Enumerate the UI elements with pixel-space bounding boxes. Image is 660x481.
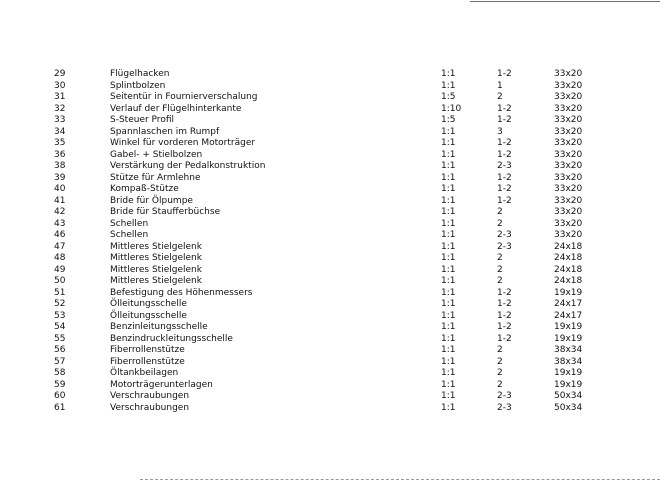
part-format: 33x20 — [554, 230, 583, 240]
part-number: 39 — [54, 172, 66, 183]
part-sheet-count: 1-2 — [497, 69, 512, 79]
part-format: 24x18 — [554, 276, 583, 286]
part-format: 33x20 — [554, 138, 583, 148]
part-title: Kompaß-Stütze — [110, 184, 179, 194]
part-sheet-count: 2 — [497, 92, 503, 102]
part-title: Mittleres Stielgelenk — [110, 276, 202, 286]
part-title: Gabel- + Stielbolzen — [110, 149, 203, 160]
part-scale: 1:1 — [441, 264, 456, 275]
part-number: 31 — [54, 92, 66, 102]
part-scale: 1:1 — [441, 161, 456, 171]
part-format: 19x19 — [554, 322, 583, 332]
part-title: Seitentür in Fournierverschalung — [110, 92, 258, 102]
part-number: 54 — [54, 322, 66, 332]
part-title: Befestigung des Höhenmessers — [110, 287, 253, 298]
table-row — [0, 253, 660, 265]
part-number: 42 — [54, 207, 66, 217]
part-title: Mittleres Stielgelenk — [110, 253, 202, 263]
part-number: 50 — [54, 276, 66, 286]
part-scale: 1:1 — [441, 241, 456, 252]
parts-list — [0, 69, 660, 414]
part-sheet-count: 1-2 — [497, 310, 512, 321]
part-scale: 1:1 — [441, 299, 456, 309]
part-scale: 1:1 — [441, 276, 456, 286]
part-title: Schellen — [110, 230, 149, 240]
table-row — [0, 242, 660, 254]
part-scale: 1:1 — [441, 230, 456, 240]
part-sheet-count: 2-3 — [497, 230, 512, 240]
part-format: 19x19 — [554, 368, 583, 378]
part-title: Winkel für vorderen Motorträger — [110, 138, 256, 148]
part-sheet-count: 1-2 — [497, 103, 512, 114]
part-scale: 1:1 — [441, 356, 456, 367]
part-sheet-count: 2 — [497, 356, 503, 367]
part-scale: 1:1 — [441, 207, 456, 217]
part-format: 38x34 — [554, 345, 583, 355]
part-sheet-count: 2-3 — [497, 241, 512, 252]
part-scale: 1:1 — [441, 195, 456, 206]
part-number: 41 — [54, 195, 66, 206]
part-sheet-count: 2 — [497, 264, 503, 275]
part-number: 55 — [54, 333, 66, 344]
part-scale: 1:1 — [441, 218, 456, 229]
part-format: 33x20 — [554, 103, 583, 114]
table-row — [0, 276, 660, 288]
part-title: Ölleitungsschelle — [110, 299, 187, 309]
part-format: 19x19 — [554, 333, 583, 344]
table-row — [0, 207, 660, 219]
table-row — [0, 380, 660, 392]
part-title: Fiberrollenstütze — [110, 345, 185, 355]
part-number: 46 — [54, 230, 66, 240]
part-format: 24x18 — [554, 241, 583, 252]
part-sheet-count: 1-2 — [497, 195, 512, 206]
part-title: Mittleres Stielgelenk — [110, 264, 202, 275]
top-edge-rule — [470, 1, 660, 2]
table-row — [0, 150, 660, 162]
part-scale: 1:1 — [441, 69, 456, 79]
part-scale: 1:1 — [441, 149, 456, 160]
part-format: 50x34 — [554, 402, 583, 413]
table-row — [0, 265, 660, 277]
table-row — [0, 138, 660, 150]
table-row — [0, 173, 660, 185]
part-sheet-count: 1-2 — [497, 172, 512, 183]
part-number: 33 — [54, 115, 66, 125]
part-format: 24x17 — [554, 310, 583, 321]
part-number: 30 — [54, 80, 66, 91]
part-title: Mittleres Stielgelenk — [110, 241, 202, 252]
part-format: 33x20 — [554, 69, 583, 79]
part-format: 33x20 — [554, 218, 583, 229]
table-row — [0, 288, 660, 300]
part-format: 33x20 — [554, 126, 583, 137]
part-scale: 1:1 — [441, 287, 456, 298]
part-title: Spannlaschen im Rumpf — [110, 126, 220, 137]
table-row — [0, 127, 660, 139]
table-row — [0, 184, 660, 196]
part-scale: 1:1 — [441, 184, 456, 194]
part-number: 29 — [54, 69, 66, 79]
part-title: Verstärkung der Pedalkonstruktion — [110, 161, 266, 171]
part-format: 33x20 — [554, 172, 583, 183]
part-scale: 1:1 — [441, 138, 456, 148]
part-title: Motorträgerunterlagen — [110, 379, 213, 390]
part-scale: 1:1 — [441, 80, 456, 91]
part-format: 19x19 — [554, 287, 583, 298]
part-title: S-Steuer Profil — [110, 115, 174, 125]
part-sheet-count: 2 — [497, 276, 503, 286]
part-sheet-count: 2 — [497, 379, 503, 390]
part-title: Benzinleitungsschelle — [110, 322, 208, 332]
part-format: 33x20 — [554, 184, 583, 194]
part-title: Bride für Staufferbüchse — [110, 207, 221, 217]
part-scale: 1:1 — [441, 310, 456, 321]
part-sheet-count: 1-2 — [497, 138, 512, 148]
part-number: 59 — [54, 379, 66, 390]
part-scale: 1:1 — [441, 345, 456, 355]
part-scale: 1:1 — [441, 391, 456, 401]
table-row — [0, 104, 660, 116]
table-row — [0, 81, 660, 93]
table-row — [0, 357, 660, 369]
part-number: 47 — [54, 241, 66, 252]
part-number: 48 — [54, 253, 66, 263]
part-scale: 1:1 — [441, 368, 456, 378]
part-title: Verschraubungen — [110, 391, 190, 401]
table-row — [0, 196, 660, 208]
part-format: 33x20 — [554, 115, 583, 125]
part-format: 24x18 — [554, 264, 583, 275]
part-format: 24x18 — [554, 253, 583, 263]
part-sheet-count: 1-2 — [497, 184, 512, 194]
part-title: Splintbolzen — [110, 80, 166, 91]
part-scale: 1:1 — [441, 379, 456, 390]
part-sheet-count: 2-3 — [497, 161, 512, 171]
part-sheet-count: 1-2 — [497, 115, 512, 125]
part-sheet-count: 2 — [497, 345, 503, 355]
part-sheet-count: 2 — [497, 253, 503, 263]
part-number: 32 — [54, 103, 66, 114]
part-number: 56 — [54, 345, 66, 355]
table-row — [0, 322, 660, 334]
table-row — [0, 345, 660, 357]
part-number: 35 — [54, 138, 66, 148]
part-title: Flügelhacken — [110, 69, 170, 79]
table-row — [0, 69, 660, 81]
table-row — [0, 403, 660, 415]
part-format: 33x20 — [554, 161, 583, 171]
part-title: Schellen — [110, 218, 149, 229]
table-row — [0, 219, 660, 231]
part-scale: 1:5 — [441, 92, 456, 102]
part-number: 57 — [54, 356, 66, 367]
part-sheet-count: 1-2 — [497, 299, 512, 309]
part-format: 50x34 — [554, 391, 583, 401]
part-scale: 1:1 — [441, 126, 456, 137]
table-row — [0, 115, 660, 127]
part-number: 38 — [54, 161, 66, 171]
table-row — [0, 92, 660, 104]
part-title: Öltankbeilagen — [110, 368, 179, 378]
part-scale: 1:5 — [441, 115, 456, 125]
part-format: 24x17 — [554, 299, 583, 309]
part-format: 33x20 — [554, 92, 583, 102]
part-format: 33x20 — [554, 195, 583, 206]
part-scale: 1:1 — [441, 253, 456, 263]
part-sheet-count: 1-2 — [497, 149, 512, 160]
part-sheet-count: 2 — [497, 218, 503, 229]
part-scale: 1:1 — [441, 322, 456, 332]
part-sheet-count: 2 — [497, 207, 503, 217]
part-sheet-count: 2 — [497, 368, 503, 378]
part-title: Benzindruckleitungsschelle — [110, 333, 233, 344]
part-title: Verschraubungen — [110, 402, 190, 413]
part-number: 61 — [54, 402, 66, 413]
table-row — [0, 161, 660, 173]
table-row — [0, 311, 660, 323]
part-scale: 1:1 — [441, 402, 456, 413]
part-scale: 1:1 — [441, 172, 456, 183]
part-number: 52 — [54, 299, 66, 309]
part-sheet-count: 1 — [497, 80, 503, 91]
part-sheet-count: 1-2 — [497, 322, 512, 332]
part-number: 34 — [54, 126, 66, 137]
part-number: 51 — [54, 287, 66, 298]
table-row — [0, 299, 660, 311]
part-title: Fiberrollenstütze — [110, 356, 185, 367]
part-number: 49 — [54, 264, 66, 275]
part-sheet-count: 1-2 — [497, 333, 512, 344]
part-title: Bride für Ölpumpe — [110, 195, 193, 206]
part-number: 60 — [54, 391, 66, 401]
table-row — [0, 391, 660, 403]
part-sheet-count: 2-3 — [497, 391, 512, 401]
part-title: Verlauf der Flügelhinterkante — [110, 103, 242, 114]
part-number: 58 — [54, 368, 66, 378]
table-row — [0, 334, 660, 346]
part-format: 33x20 — [554, 80, 583, 91]
part-number: 40 — [54, 184, 66, 194]
part-title: Ölleitungsschelle — [110, 310, 187, 321]
part-sheet-count: 2-3 — [497, 402, 512, 413]
table-row — [0, 230, 660, 242]
part-title: Stütze für Armlehne — [110, 172, 201, 183]
table-row — [0, 368, 660, 380]
part-sheet-count: 3 — [497, 126, 503, 137]
part-scale: 1:1 — [441, 333, 456, 344]
bottom-edge-rule — [140, 479, 660, 480]
part-format: 38x34 — [554, 356, 583, 367]
part-format: 19x19 — [554, 379, 583, 390]
part-number: 53 — [54, 310, 66, 321]
part-format: 33x20 — [554, 149, 583, 160]
part-number: 43 — [54, 218, 66, 229]
part-number: 36 — [54, 149, 66, 160]
part-format: 33x20 — [554, 207, 583, 217]
part-scale: 1:10 — [441, 103, 462, 114]
part-sheet-count: 1-2 — [497, 287, 512, 298]
